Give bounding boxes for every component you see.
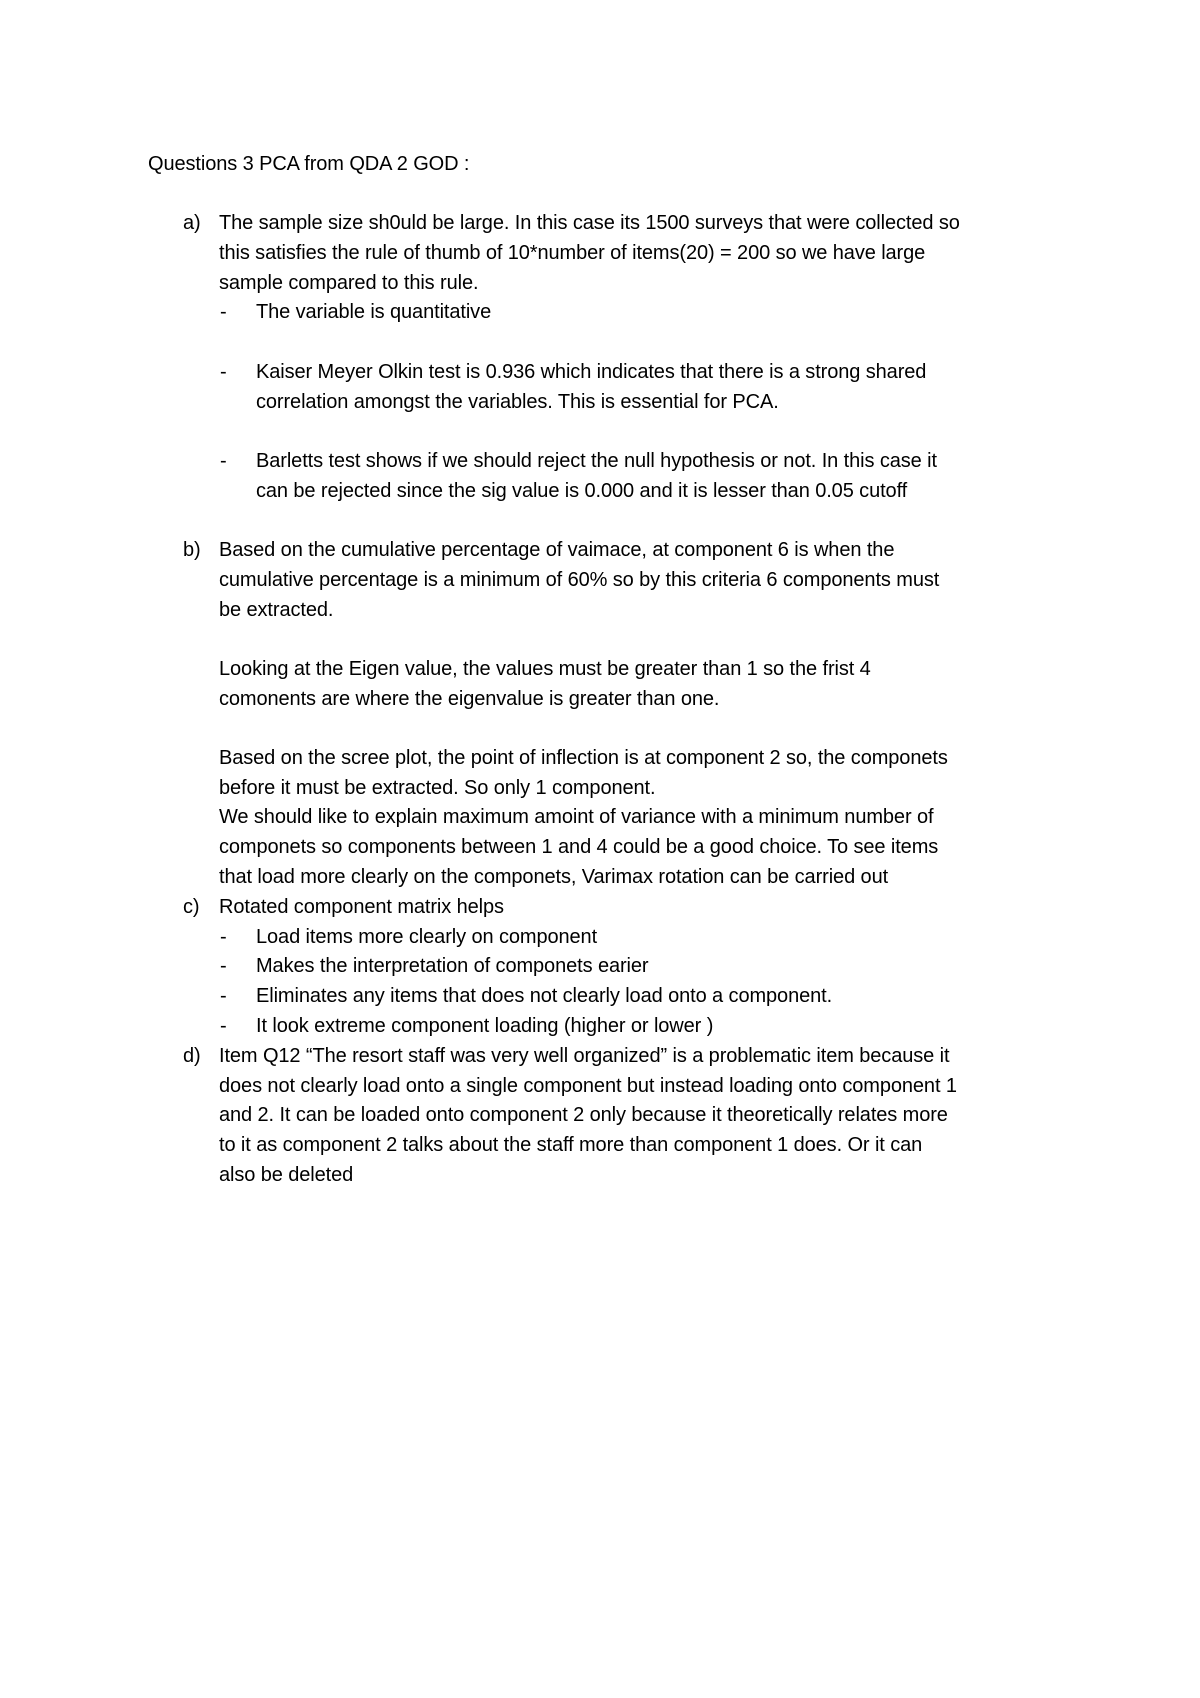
section-a-bullet-3-line-1: Barletts test shows if we should reject the null hypothesis or not. In this case it bbox=[256, 450, 937, 472]
section-d-line-1: Item Q12 “The resort staff was very well organized” is a problematic item because it bbox=[219, 1045, 950, 1067]
document-title: Questions 3 PCA from QDA 2 GOD : bbox=[148, 153, 470, 175]
section-a-line-2: this satisfies the rule of thumb of 10*number of items(20) = 200 so we have large bbox=[219, 242, 926, 264]
bullet-dash: - bbox=[220, 301, 227, 323]
section-a-line-1: The sample size sh0uld be large. In this case its 1500 surveys that were collected so bbox=[219, 212, 960, 234]
section-b-p2-line-1: Looking at the Eigen value, the values must be greater than 1 so the frist 4 bbox=[219, 658, 871, 680]
section-d-line-2: does not clearly load onto a single component but instead loading onto component 1 bbox=[219, 1075, 957, 1097]
section-b-p1-line-1: Based on the cumulative percentage of vaimace, at component 6 is when the bbox=[219, 539, 895, 561]
section-c-line-1: Rotated component matrix helps bbox=[219, 896, 504, 918]
section-d-marker: d) bbox=[183, 1045, 201, 1067]
bullet-dash: - bbox=[220, 955, 227, 977]
bullet-dash: - bbox=[220, 361, 227, 383]
section-c-bullet-2: Makes the interpretation of componets earier bbox=[256, 955, 649, 977]
section-a-bullet-1: The variable is quantitative bbox=[256, 301, 492, 323]
section-d-line-5: also be deleted bbox=[219, 1164, 354, 1186]
bullet-dash: - bbox=[220, 450, 227, 472]
section-c-bullet-1: Load items more clearly on component bbox=[256, 926, 598, 948]
section-b-p3-line-1: Based on the scree plot, the point of inflection is at component 2 so, the componets bbox=[219, 747, 948, 769]
section-a-line-3: sample compared to this rule. bbox=[219, 272, 479, 294]
bullet-dash: - bbox=[220, 985, 227, 1007]
section-b-p3-line-3: We should like to explain maximum amoint of variance with a minimum number of bbox=[219, 806, 934, 828]
section-d-line-3: and 2. It can be loaded onto component 2 only because it theoretically relates more bbox=[219, 1104, 948, 1126]
section-b-p2-line-2: comonents are where the eigenvalue is greater than one. bbox=[219, 688, 720, 710]
section-b-p3-line-4: componets so components between 1 and 4 could be a good choice. To see items bbox=[219, 836, 939, 858]
section-b-p3-line-5: that load more clearly on the componets, Varimax rotation can be carried out bbox=[219, 866, 889, 888]
section-d-line-4: to it as component 2 talks about the staff more than component 1 does. Or it can bbox=[219, 1134, 923, 1156]
section-c-bullet-3: Eliminates any items that does not clearly load onto a component. bbox=[256, 985, 833, 1007]
bullet-dash: - bbox=[220, 926, 227, 948]
section-c-bullet-4: It look extreme component loading (higher or lower ) bbox=[256, 1015, 714, 1037]
section-a-marker: a) bbox=[183, 212, 201, 234]
section-b-p1-line-3: be extracted. bbox=[219, 599, 334, 621]
section-b-p3-line-2: before it must be extracted. So only 1 component. bbox=[219, 777, 656, 799]
section-b-marker: b) bbox=[183, 539, 201, 561]
section-a-bullet-2-line-2: correlation amongst the variables. This is essential for PCA. bbox=[256, 391, 779, 413]
section-a-bullet-2-line-1: Kaiser Meyer Olkin test is 0.936 which indicates that there is a strong shared bbox=[256, 361, 927, 383]
section-b-p1-line-2: cumulative percentage is a minimum of 60% so by this criteria 6 components must bbox=[219, 569, 940, 591]
section-c-marker: c) bbox=[183, 896, 200, 918]
bullet-dash: - bbox=[220, 1015, 227, 1037]
section-a-bullet-3-line-2: can be rejected since the sig value is 0.000 and it is lesser than 0.05 cutoff bbox=[256, 480, 908, 502]
